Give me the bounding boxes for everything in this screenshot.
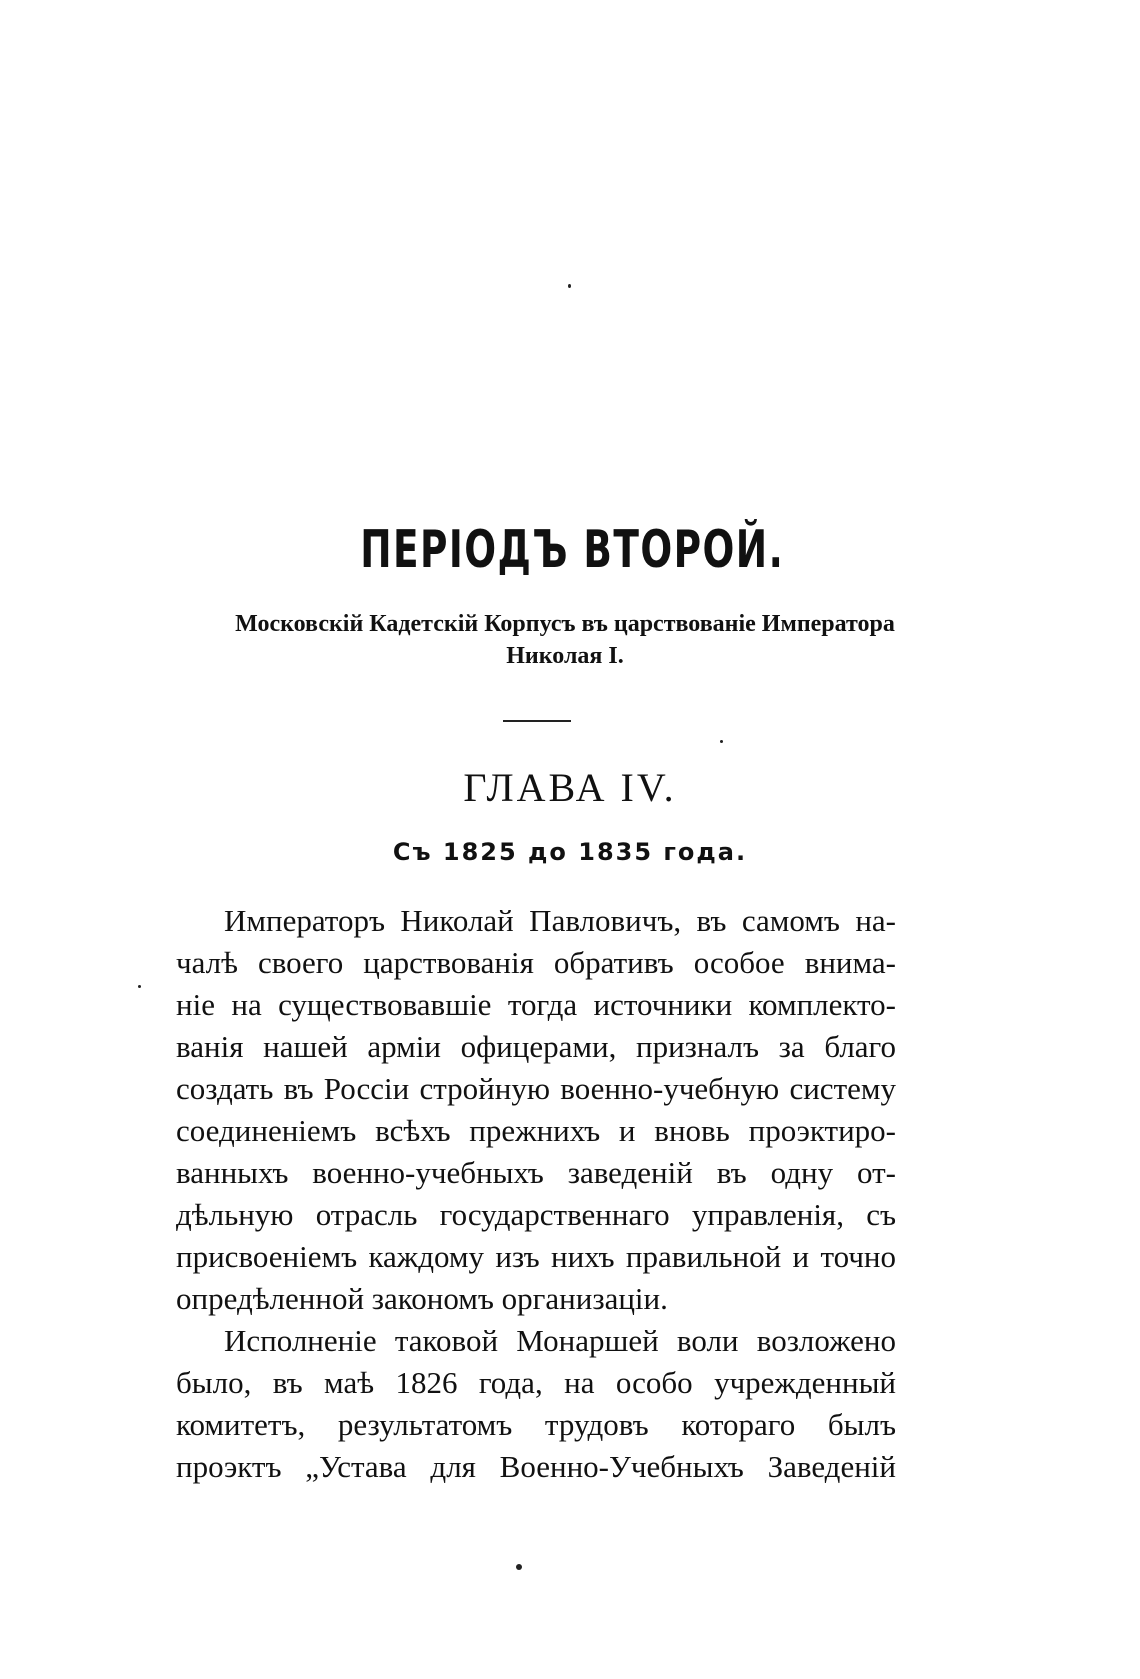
text-line: Исполненіе таковой Монаршей воли возложено [224,1323,896,1358]
text-line: было, въ маѣ 1826 года, на особо учрежденный [176,1365,896,1400]
text-line: чалѣ своего царствованія обративъ особое внима- [176,945,896,980]
title-divider [503,720,571,722]
text-line: соединеніемъ всѣхъ прежнихъ и вновь проэктиро- [176,1113,896,1148]
text-line: присвоеніемъ каждому изъ нихъ правильной и точно [176,1239,896,1274]
chapter-dates: Съ 1825 до 1835 года. [392,838,748,866]
section-subtitle [190,608,940,672]
text-line: ніе на существовавшіе тогда источники комплекто- [176,987,896,1022]
ink-speck [720,740,723,743]
text-line: Императоръ Николай Павловичъ, въ самомъ на- [224,903,896,938]
text-line: ванія нашей арміи офицерами, призналъ за благо [176,1029,896,1064]
subtitle-line: Николая I. [506,643,624,669]
text-line: создать въ Россіи стройную военно-учебную систему [176,1071,896,1106]
text-line: проэктъ „Устава для Военно-Учебныхъ Заведеній [176,1449,896,1484]
ink-speck [138,985,141,988]
body-text [176,900,896,1488]
chapter-title: ГЛАВА IV. [463,765,677,810]
period-title: ПЕРІОДЪ ВТОРОЙ. [360,520,785,580]
ink-speck [516,1564,522,1570]
text-line: дѣльную отрасль государственнаго управленія, съ [176,1197,896,1232]
text-line: опредѣленной закономъ организаціи. [176,1281,668,1316]
text-line: ванныхъ военно-учебныхъ заведеній въ одну от- [176,1155,896,1190]
text-line: комитетъ, результатомъ трудовъ котораго былъ [176,1407,896,1442]
subtitle-line: Московскій Кадетскій Корпусъ въ царствованіе Императора [235,611,895,637]
ink-speck [568,284,571,288]
